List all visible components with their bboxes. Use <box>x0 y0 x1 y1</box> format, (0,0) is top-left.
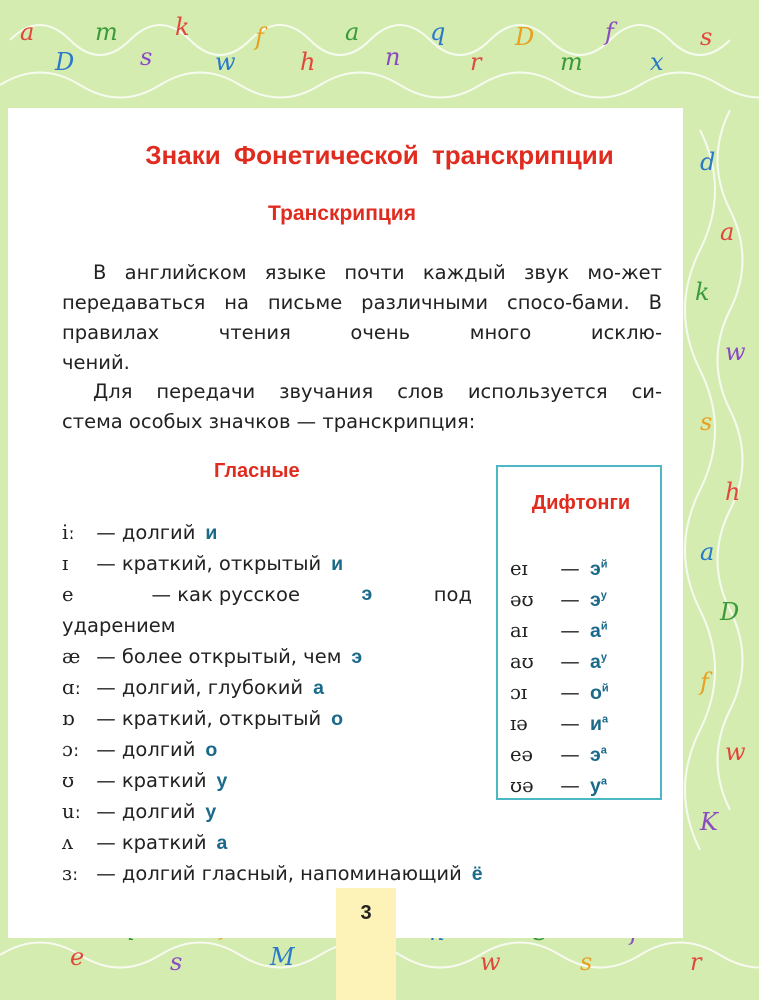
vowel-symbol: æ <box>62 645 81 668</box>
vowel-row <box>62 672 472 703</box>
diphthong-row <box>510 766 609 797</box>
vowel-description: — долгий <box>96 800 196 823</box>
diphthong-russian-letter <box>590 713 608 735</box>
svg-text:f: f <box>255 23 264 51</box>
svg-text:s: s <box>140 43 153 71</box>
diphthong-symbol: eɪ <box>510 556 528 580</box>
diphthong-dash: — <box>560 556 580 580</box>
diphthong-russian-letter <box>590 744 607 766</box>
diphthong-symbol: ɪə <box>510 711 528 735</box>
svg-text:w: w <box>725 338 746 366</box>
section-subtitle: Транскрипция <box>268 202 416 225</box>
diphthong-russian-letter <box>590 775 607 797</box>
diphthong-symbol: eə <box>510 742 534 766</box>
diphthong-superscript: а <box>602 713 609 725</box>
vowels-heading: Гласные <box>214 460 300 482</box>
diphthong-symbol: aʊ <box>510 649 534 673</box>
svg-text:x: x <box>650 48 664 76</box>
svg-text:e: e <box>70 943 85 971</box>
svg-text:a: a <box>720 218 735 246</box>
diphthong-letter: э <box>590 588 601 611</box>
vowel-description: — краткий, открытый <box>96 707 322 730</box>
diphthong-dash: — <box>560 742 580 766</box>
vowel-russian-letter: ё <box>471 863 483 885</box>
intro-paragraph-last-line: чений. <box>62 351 130 374</box>
vowel-symbol: uː <box>62 800 82 823</box>
diphthong-row <box>510 549 609 580</box>
svg-text:K: K <box>700 808 718 836</box>
svg-text:s: s <box>700 23 713 51</box>
diphthong-symbol: əʊ <box>510 587 534 611</box>
diphthong-row <box>510 642 609 673</box>
diphthong-symbol: aɪ <box>510 618 528 642</box>
diphthong-symbol: ʊə <box>510 773 534 797</box>
vowel-description: — краткий, открытый <box>96 552 322 575</box>
vowel-row <box>62 827 472 858</box>
svg-text:s: s <box>170 948 183 976</box>
diphthong-superscript: й <box>600 558 608 570</box>
diphthong-dash: — <box>560 711 580 735</box>
diphthong-superscript: а <box>600 744 607 756</box>
vowel-description: — как русское <box>151 583 300 606</box>
vowel-russian-letter: о <box>331 708 344 730</box>
diphthong-symbol: ɔɪ <box>510 680 528 704</box>
svg-text:m: m <box>560 48 583 76</box>
intro-paragraph <box>62 258 662 378</box>
vowel-row <box>62 796 472 827</box>
vowel-russian-letter: и <box>205 522 218 544</box>
svg-text:s: s <box>580 948 593 976</box>
vowel-symbol: ɜː <box>62 862 79 885</box>
vowel-row <box>62 703 472 734</box>
vowel-russian-letter: э <box>351 646 363 668</box>
vowel-row-continuation <box>62 610 472 641</box>
vowel-russian-letter: а <box>216 832 228 854</box>
svg-text:a: a <box>20 18 35 46</box>
svg-text:h: h <box>300 48 316 76</box>
svg-text:a: a <box>345 18 360 46</box>
diphthong-letter: а <box>590 619 601 642</box>
diphthong-superscript: а <box>600 775 607 787</box>
vowel-symbol: e <box>62 583 74 606</box>
transcription-paragraph-last-line: стема особых значков — транскрипция: <box>62 410 476 433</box>
page-number: 3 <box>360 902 372 924</box>
diphthong-dash: — <box>560 618 580 642</box>
diphthong-superscript: у <box>600 589 607 601</box>
vowel-description-tail: под <box>433 583 472 606</box>
diphthong-russian-letter <box>590 651 607 673</box>
vowel-russian-letter: э <box>361 583 373 605</box>
svg-text:k: k <box>175 13 190 41</box>
vowels-list <box>62 517 483 889</box>
svg-text:h: h <box>725 478 741 506</box>
vowel-description: — долгий <box>96 738 196 761</box>
svg-text:d: d <box>700 148 716 176</box>
diphthong-superscript: й <box>600 620 608 632</box>
vowel-description: — краткий <box>96 769 207 792</box>
vowel-row <box>62 579 472 610</box>
diphthong-letter: а <box>590 650 601 673</box>
vowel-symbol: ʌ <box>62 831 74 854</box>
vowel-description: — долгий, глубокий <box>96 676 304 699</box>
svg-text:w: w <box>480 948 501 976</box>
svg-text:m: m <box>95 18 118 46</box>
diphthong-row <box>510 673 609 704</box>
vowel-russian-letter: у <box>216 770 228 792</box>
svg-text:r: r <box>470 48 482 76</box>
svg-text:M: M <box>270 943 295 971</box>
svg-text:D: D <box>55 48 75 76</box>
vowel-row <box>62 765 472 796</box>
vowel-russian-letter: а <box>313 677 324 699</box>
diphthong-dash: — <box>560 680 580 704</box>
svg-text:k: k <box>695 278 710 306</box>
transcription-paragraph <box>62 377 662 437</box>
vowel-russian-letter: и <box>331 553 344 575</box>
diphthong-dash: — <box>560 649 580 673</box>
diphthongs-list <box>510 549 609 797</box>
diphthong-row <box>510 704 609 735</box>
vowel-description: — долгий <box>96 521 196 544</box>
diphthong-superscript: у <box>600 651 607 663</box>
diphthong-row <box>510 611 609 642</box>
page-number-tab <box>336 888 396 1000</box>
intro-paragraph-body: В английском языке почти каждый звук мо-жет передаваться на письме различными спосо-бами. В правилах чтения очень много исклю- <box>62 261 662 344</box>
svg-text:n: n <box>385 43 401 71</box>
vowel-row <box>62 641 472 672</box>
diphthong-russian-letter <box>590 620 608 642</box>
svg-text:a: a <box>700 538 715 566</box>
vowel-russian-letter: о <box>205 739 218 761</box>
vowel-symbol: ɔː <box>62 738 80 761</box>
vowel-row <box>62 858 483 889</box>
vowel-description: — краткий <box>96 831 207 854</box>
diphthong-letter: о <box>590 681 602 704</box>
vowel-symbol: ɒ <box>62 707 75 730</box>
vowel-row <box>62 517 472 548</box>
diphthongs-heading: Дифтонги <box>531 492 631 514</box>
diphthong-russian-letter <box>590 589 607 611</box>
vowel-symbol: ɪ <box>62 552 69 575</box>
diphthong-dash: — <box>560 773 580 797</box>
svg-text:r: r <box>690 948 702 976</box>
diphthong-letter: у <box>590 774 601 797</box>
vowel-symbol: ʊ <box>62 769 75 792</box>
diphthongs-box <box>496 465 662 800</box>
transcription-paragraph-body: Для передачи звучания слов используется си- <box>93 380 662 403</box>
diphthong-row <box>510 735 609 766</box>
diphthong-letter: и <box>590 712 602 735</box>
svg-text:f: f <box>700 668 709 696</box>
vowel-symbol: ɑː <box>62 676 82 699</box>
vowel-description: — более открытый, чем <box>96 645 342 668</box>
vowel-description-continuation: ударением <box>62 614 176 637</box>
svg-text:q: q <box>430 18 446 46</box>
svg-text:D: D <box>515 23 535 51</box>
diphthong-row <box>510 580 609 611</box>
vowel-description: — долгий гласный, напоминающий <box>96 862 462 885</box>
svg-text:D: D <box>720 598 740 626</box>
vowel-russian-letter: у <box>205 801 217 823</box>
svg-text:s: s <box>700 408 713 436</box>
diphthong-letter: э <box>590 557 601 580</box>
diphthong-russian-letter <box>590 682 609 704</box>
diphthong-superscript: й <box>601 682 609 694</box>
diphthong-russian-letter <box>590 558 608 580</box>
vowel-symbol: iː <box>62 521 75 544</box>
svg-text:w: w <box>725 738 746 766</box>
svg-text:w: w <box>215 48 236 76</box>
vowel-row <box>62 548 472 579</box>
svg-text:f: f <box>605 18 614 46</box>
diphthong-letter: э <box>590 743 601 766</box>
vowel-row <box>62 734 472 765</box>
diphthong-dash: — <box>560 587 580 611</box>
page-title: Знаки Фонетической транскрипции <box>145 140 614 170</box>
